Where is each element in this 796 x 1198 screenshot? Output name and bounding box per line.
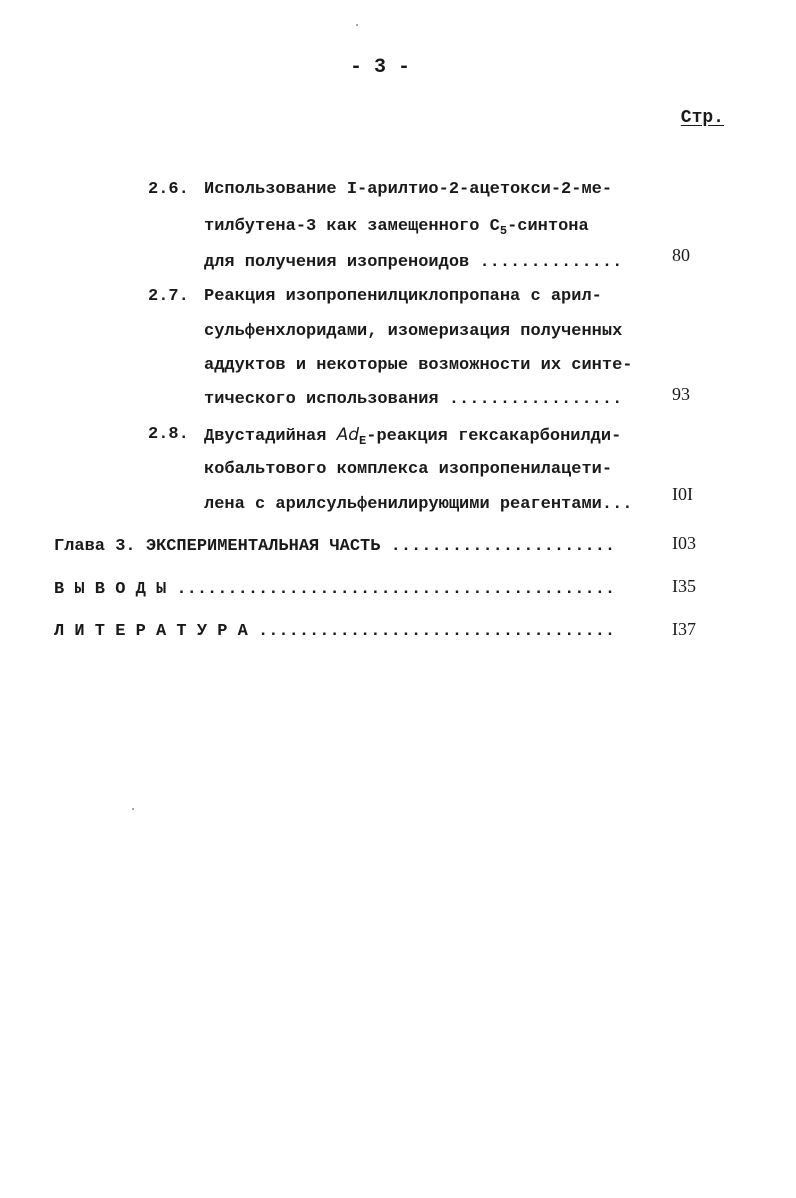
toc-entry-line: тического использования .................: [204, 390, 623, 409]
scan-speck: [132, 808, 134, 810]
pages-column-header: Стр.: [680, 108, 724, 128]
page-number: - 3 -: [349, 56, 410, 79]
page-ref: 93: [672, 384, 690, 404]
toc-entry-line: лена с арилсульфенилирующими реагентами...: [204, 495, 633, 514]
toc-entry-line: Реакция изопропенилциклопропана с арил-: [204, 287, 602, 306]
section-number: 2.8.: [148, 425, 189, 444]
toc-entry-line: аддуктов и некоторые возможности их синте-: [204, 356, 633, 375]
section-number: 2.6.: [148, 180, 189, 199]
toc-entry-line: кобальтового комплекса изопропенилацети-: [204, 460, 613, 479]
page-ref: I35: [672, 576, 696, 596]
page-ref: I37: [672, 619, 696, 639]
page-ref: I0I: [672, 484, 693, 504]
toc-entry-line: Л И Т Е Р А Т У Р А ...................................: [54, 622, 616, 641]
toc-entry-line: тилбутена-3 как замещенного $С_5$-синтона: [204, 217, 589, 238]
toc-entry-line: Двустадийная $Ad_E$-реакция гексакарбонилди-: [204, 425, 622, 448]
ad-symbol: Ad: [336, 425, 360, 445]
toc-entry-line: Глава 3. ЭКСПЕРИМЕНТАЛЬНАЯ ЧАСТЬ ......................: [54, 537, 616, 556]
subscript: E: [359, 434, 367, 448]
page-ref: I03: [672, 533, 696, 553]
page-ref: 80: [672, 245, 690, 265]
subscript: 5: [499, 224, 508, 238]
toc-entry-line: Использование I-арилтио-2-ацетокси-2-ме-: [204, 180, 613, 199]
toc-entry-line: для получения изопреноидов ..............: [204, 253, 623, 272]
toc-entry-line: сульфенхлоридами, изомеризация полученных: [204, 322, 623, 341]
toc-entry-line: В Ы В О Д Ы ...........................................: [54, 580, 616, 599]
section-number: 2.7.: [148, 287, 189, 306]
scan-speck: [356, 24, 358, 26]
